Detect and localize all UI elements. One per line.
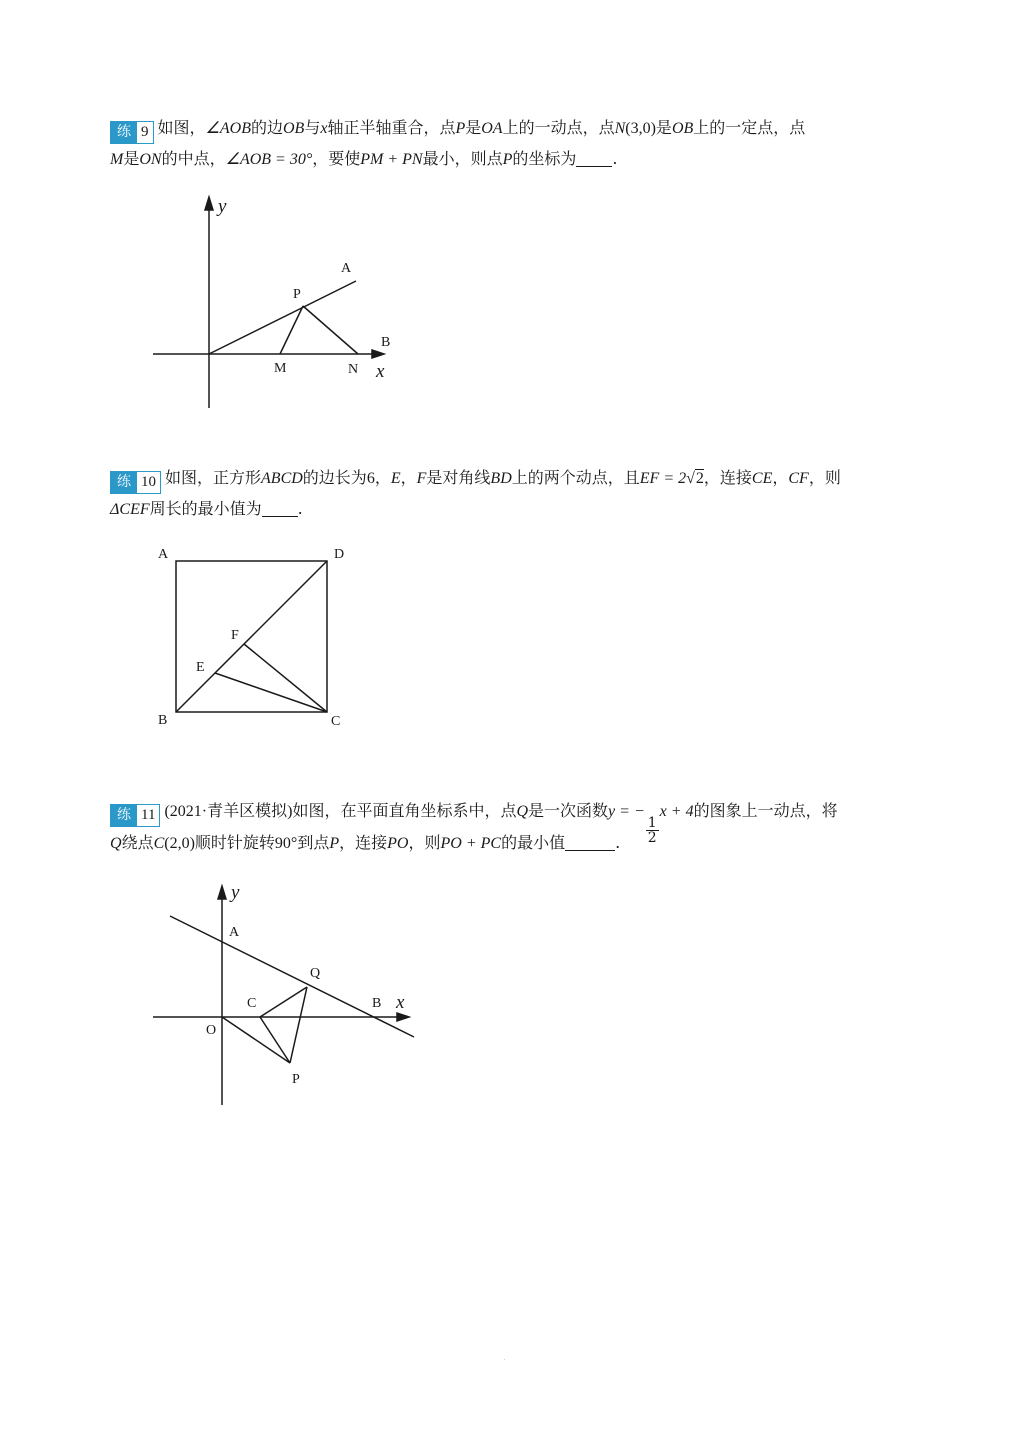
problem-text: y = − [608, 803, 645, 820]
problem-text: 的坐标为 [512, 149, 577, 168]
problem-text: 的最小值 [501, 833, 566, 852]
problem-text: 到点 [297, 833, 330, 852]
y-axis-arrow [218, 886, 226, 899]
problem-text: PM + PN [360, 151, 423, 168]
problem-text: PO + PC [440, 835, 502, 852]
label-y: y [231, 882, 240, 903]
problem-text: PO [387, 835, 409, 852]
problem-text: ，则 [408, 833, 441, 852]
label-p: P [293, 287, 301, 302]
page-number-mark: · [503, 1354, 506, 1364]
problem-text: 1 [647, 815, 657, 831]
problem-text: 练 [111, 472, 137, 493]
problem-text: (3,0) [625, 120, 656, 137]
problem-text: ，连接 [703, 468, 752, 487]
problem-text: 周长的最小值为 [149, 499, 262, 518]
problem-text: 上的一动点，点 [502, 118, 615, 137]
problem-text: 2 [647, 830, 657, 846]
problem-text: 是 [123, 149, 140, 168]
problem-text: 11 [137, 805, 159, 826]
label-q: Q [310, 966, 321, 981]
label-e: E [196, 660, 205, 675]
problem-text: ， [374, 468, 391, 487]
problem-text: 90° [274, 835, 298, 852]
problem-text: 如图， [157, 118, 206, 137]
problem-text: 与 [304, 118, 321, 137]
problem-text: M [110, 151, 124, 168]
label-x: x [396, 992, 405, 1013]
problem-text: x + 4 [659, 803, 694, 820]
problem-text: 的图象上一动点，将 [693, 801, 838, 820]
label-b: B [158, 713, 168, 728]
problem-text: 轴正半轴重合，点 [327, 118, 456, 137]
problem-text: ，要使 [312, 149, 361, 168]
label-o: O [206, 1023, 217, 1038]
problem-text: CE [751, 470, 773, 487]
problem-text: EF = 2 [639, 470, 687, 487]
problem-text: ，连接 [339, 833, 388, 852]
label-a: A [341, 261, 352, 276]
label-n: N [348, 362, 359, 377]
problem-text: P [502, 151, 513, 168]
problem-text: 是对角线 [426, 468, 491, 487]
problem-10-line-1: 练 10 如图，正方形ABCD的边长为6，E，F是对角线BD上的两个动点，且EF = 2√2，连接CE，CF，则 [110, 463, 920, 494]
problem-text: Q [110, 835, 122, 852]
problem-text: 是一次函数 [528, 801, 609, 820]
problem-text: Q [516, 803, 529, 820]
problem-text: F [416, 470, 427, 487]
label-m: M [274, 361, 287, 376]
label-b: B [372, 996, 382, 1011]
problem-text: 顺时针旋转 [194, 833, 275, 852]
label-y: y [218, 196, 227, 217]
segment-cq [260, 987, 307, 1017]
problem-text: CF [788, 470, 809, 487]
segment-op [222, 1017, 290, 1063]
problem-text: . [612, 149, 618, 168]
problem-text: P [329, 835, 340, 852]
problem-text: ， [400, 468, 417, 487]
problem-text: ΔCEF [110, 501, 150, 518]
problem-text: 6 [366, 470, 375, 487]
problem-text: 的边 [250, 118, 283, 137]
label-x: x [376, 361, 385, 382]
problem-text: ， [772, 468, 789, 487]
segment-qp [290, 987, 307, 1063]
problem-text: OA [481, 120, 503, 137]
label-f: F [231, 628, 239, 643]
problem-text: 的边长为 [302, 468, 367, 487]
label-d: D [334, 547, 345, 562]
problem-text: (2021·青羊区模拟) [164, 803, 293, 820]
label-a: A [229, 925, 240, 940]
line-ab [170, 916, 414, 1037]
problem-text: OB [282, 120, 305, 137]
label-p: P [292, 1072, 300, 1087]
problem-text: 是 [655, 118, 672, 137]
problem-text: 2 [695, 470, 704, 487]
problem-text: 9 [137, 122, 153, 143]
problem-text: 10 [137, 472, 160, 493]
problem-text: 上的两个动点，且 [511, 468, 640, 487]
problem-text: 练 [111, 122, 137, 143]
segment-cp [260, 1017, 290, 1063]
problem-text: OB [671, 120, 694, 137]
problem-text: 的中点， [161, 149, 226, 168]
problem-text: ∠AOB = 30° [225, 151, 313, 168]
problem-text: . [297, 499, 303, 518]
problem-text: 是 [465, 118, 482, 137]
problem-text: ABCD [261, 470, 303, 487]
problem-text: 练 [111, 805, 137, 826]
problem-text: C [153, 835, 165, 852]
problem-text: 如图，正方形 [165, 468, 262, 487]
problem-text: 上的一定点，点 [693, 118, 806, 137]
label-a: A [158, 547, 169, 562]
problem-text: ∠AOB [205, 120, 251, 137]
label-c: C [331, 714, 341, 729]
problem-text: ON [139, 151, 162, 168]
x-axis-arrow [397, 1013, 409, 1021]
problem-text: 最小，则点 [422, 149, 503, 168]
problem-text: 绕点 [121, 833, 154, 852]
problem-text: N [614, 120, 626, 137]
problem-text: . [615, 833, 621, 852]
problem-text: x [320, 120, 328, 137]
problem-text: BD [490, 470, 512, 487]
label-b: B [381, 335, 391, 350]
problem-text: 如图，在平面直角坐标系中，点 [292, 801, 517, 820]
problem-text: ，则 [808, 468, 841, 487]
problem-text: (2,0) [164, 835, 195, 852]
problem-text: P [455, 120, 466, 137]
problem-text: E [390, 470, 401, 487]
label-c: C [247, 996, 257, 1011]
